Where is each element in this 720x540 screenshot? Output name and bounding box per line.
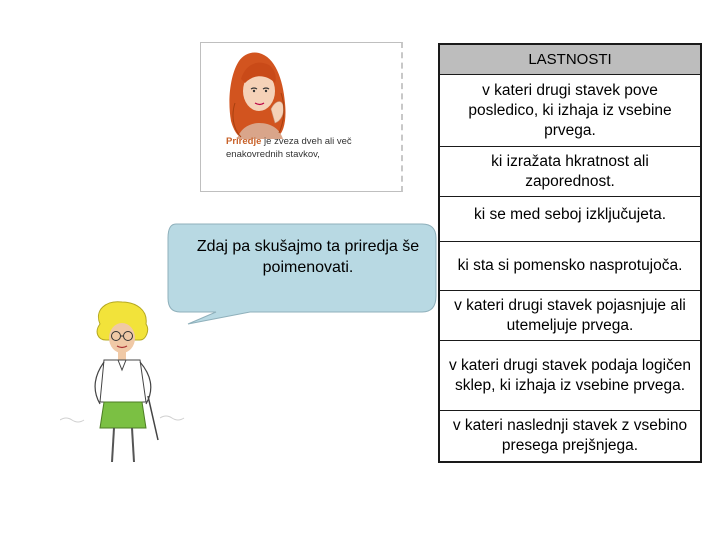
- property-item-6: v kateri drugi stavek podaja logičen sklep, ki izhaja iz vsebine prvega.: [440, 341, 700, 411]
- card-definition-text: [226, 135, 391, 161]
- property-item-2: ki izražata hkratnost ali zaporednost.: [440, 147, 700, 197]
- property-item-4: ki sta si pomensko nasprotujoča.: [440, 241, 700, 291]
- card-definition-rest: je zveza dveh ali več enakovrednih stavkov,: [226, 136, 352, 160]
- properties-header: LASTNOSTI: [440, 45, 700, 75]
- card-bold-word: Priredje: [226, 136, 262, 147]
- property-item-5: v kateri drugi stavek pojasnjuje ali utemeljuje prvega.: [440, 291, 700, 341]
- speech-bubble-text: Zdaj pa skušajmo ta priredja še poimenovati.: [196, 238, 420, 276]
- definition-card: [200, 42, 403, 192]
- property-item-7: v kateri naslednji stavek z vsebino presega prejšnjega.: [452, 417, 688, 454]
- property-item-3: ki se med seboj izključujeta.: [440, 197, 700, 233]
- property-item-1: v kateri drugi stavek pove posledico, ki izhaja iz vsebine prvega.: [440, 75, 700, 147]
- properties-column: [438, 43, 702, 463]
- girl-illustration: [201, 43, 401, 191]
- teacher-illustration: [60, 300, 190, 470]
